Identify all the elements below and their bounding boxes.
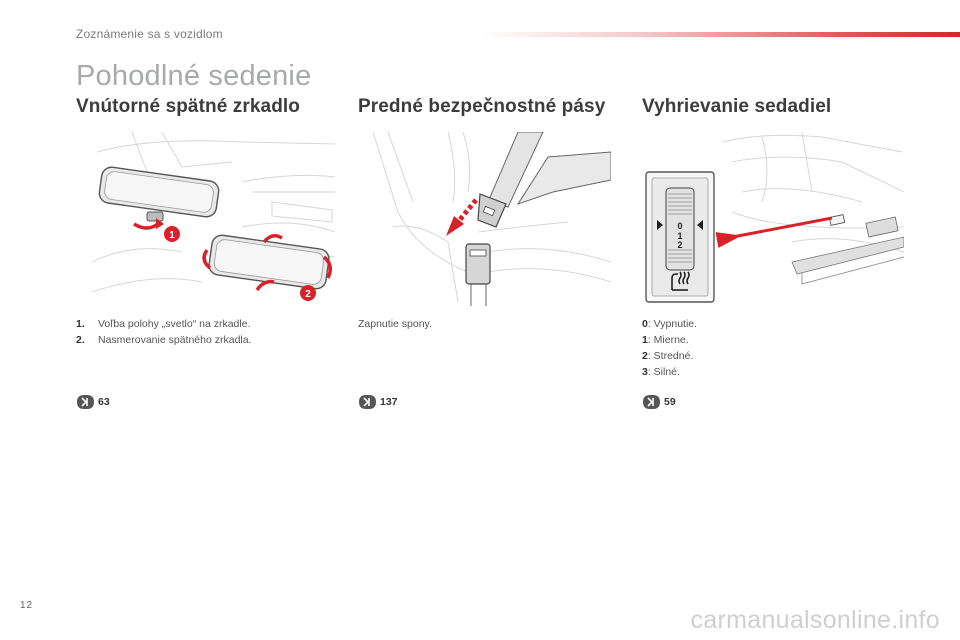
dial-label-0: 0 (677, 221, 683, 231)
page-reference-link[interactable] (358, 394, 398, 410)
column-title: Vyhrievanie sedadiel (642, 96, 832, 117)
caption-text: Zapnutie spony. (358, 318, 432, 330)
page-reference-link[interactable] (76, 394, 110, 410)
seatbelt-caption (358, 316, 623, 332)
list-item: 2. Nasmerovanie spätného zrkadla. (76, 334, 252, 346)
page-reference-number: 63 (98, 396, 110, 408)
dial-label-2: 2 (677, 240, 683, 250)
seatbelt-drawing (368, 132, 611, 306)
callout-1-label: 1 (169, 230, 175, 241)
seat-heating-caption (642, 316, 907, 380)
column-title: Predné bezpečnostné pásy (358, 96, 606, 117)
page-reference-icon (642, 394, 661, 410)
mirror-illustration (92, 132, 335, 306)
dial-label-1: 1 (677, 231, 683, 241)
mirror-caption (76, 316, 341, 348)
watermark: carmanualsonline.info (690, 606, 940, 634)
page-number: 12 (20, 600, 34, 611)
page-reference-icon (76, 394, 95, 410)
list-item: 1: Mierne. (642, 334, 689, 346)
callout-2-label: 2 (305, 289, 311, 300)
section-title: Zoznámenie sa s vozidlom (76, 27, 223, 41)
mirror-drawing (92, 132, 335, 306)
seatbelt-illustration (368, 132, 611, 306)
list-item: 0: Vypnutie. (642, 318, 698, 330)
list-item: 2: Stredné. (642, 350, 694, 362)
page-reference-number: 59 (664, 396, 676, 408)
page-title: Pohodlné sedenie (76, 60, 312, 92)
list-item: 1. Voľba polohy „svetlo“ na zrkadle. (76, 318, 251, 330)
page-reference-icon (358, 394, 377, 410)
page-reference-number: 137 (380, 396, 398, 408)
header-accent-bar (480, 32, 960, 37)
column-title: Vnútorné spätné zrkadlo (76, 96, 301, 117)
seat-heating-illustration (642, 132, 904, 306)
page-reference-link[interactable] (642, 394, 676, 410)
column-rearview-mirror (76, 96, 341, 408)
seat-heating-drawing (642, 132, 904, 306)
list-item: 3: Silné. (642, 366, 680, 378)
column-seat-heating (642, 96, 907, 408)
column-seat-belts (358, 96, 623, 408)
